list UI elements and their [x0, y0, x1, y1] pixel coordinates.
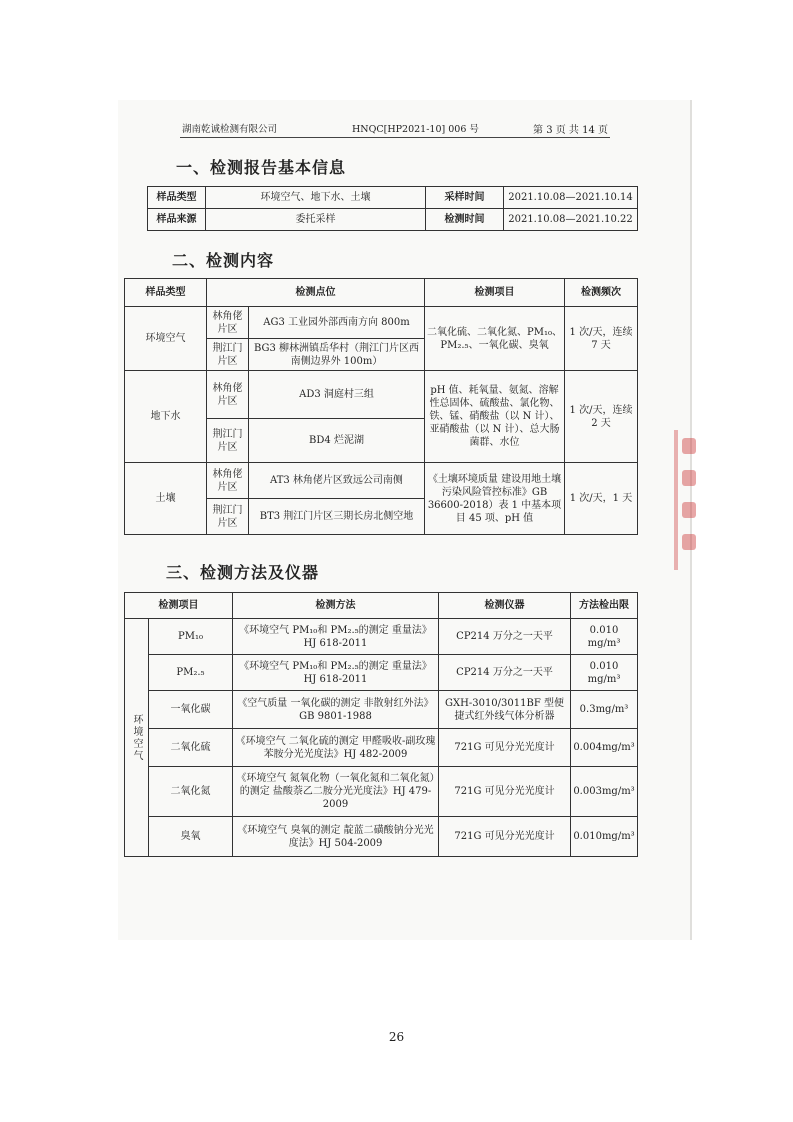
col-method: 检测方法: [233, 593, 439, 619]
method: 《环境空气 氮氧化物（一氧化氮和二氧化氮）的测定 盐酸萘乙二胺分光光度法》HJ 479-2009: [233, 767, 439, 817]
table-row: [125, 463, 638, 499]
freq-soil: 1 次/天，1 天: [565, 463, 638, 535]
section3-title: 三、检测方法及仪器: [166, 563, 320, 582]
method: 《环境空气 臭氧的测定 靛蓝二磺酸钠分光光度法》HJ 504-2009: [233, 817, 439, 857]
table-row: [125, 307, 638, 339]
limit: 0.004mg/m³: [571, 729, 638, 767]
area: 林角佬片区: [207, 307, 249, 339]
point: AG3 工业园外部西南方向 800m: [249, 307, 425, 339]
col-test-item: 检测项目: [125, 593, 233, 619]
table-row: [148, 209, 638, 231]
point: BD4 烂泥湖: [249, 419, 425, 463]
area: 荆江门片区: [207, 339, 249, 371]
basic-info-table: [147, 186, 638, 231]
label-sample-type: 样品类型: [148, 187, 206, 209]
instrument: CP214 万分之一天平: [439, 655, 571, 691]
point: AT3 林角佬片区致远公司南侧: [249, 463, 425, 499]
value-sample-source: 委托采样: [206, 209, 426, 231]
type-air: 环境空气: [125, 307, 207, 371]
item: 二氧化硫: [149, 729, 233, 767]
limit: 0.003mg/m³: [571, 767, 638, 817]
report-number: HNQC[HP2021-10] 006 号: [352, 124, 479, 135]
table-row: [125, 767, 638, 817]
limit: 0.010mg/m³: [571, 817, 638, 857]
label-testing-time: 检测时间: [426, 209, 504, 231]
items-groundwater: pH 值、耗氧量、氨氮、溶解性总固体、硫酸盐、氯化物、铁、锰、硝酸盐（以 N 计）、亚硝酸盐（以 N 计）、总大肠菌群、水位: [425, 371, 565, 463]
red-seal-stamp: [674, 430, 696, 570]
col-test-point: 检测点位: [207, 279, 425, 307]
test-content-table: [124, 278, 638, 535]
area: 林角佬片区: [207, 463, 249, 499]
table-header-row: [125, 279, 638, 307]
item: PM₂.₅: [149, 655, 233, 691]
section2-title: 二、检测内容: [172, 251, 275, 270]
point: BG3 柳林洲镇岳华村（荆江门片区西南侧边界外 100m）: [249, 339, 425, 371]
col-sample-type: 样品类型: [125, 279, 207, 307]
category-air: 环境空气: [125, 619, 149, 857]
area: 荆江门片区: [207, 499, 249, 535]
limit: 0.3mg/m³: [571, 691, 638, 729]
label-sample-source: 样品来源: [148, 209, 206, 231]
table-row: [125, 371, 638, 419]
instrument: 721G 可见分光光度计: [439, 817, 571, 857]
table-row: [148, 187, 638, 209]
item: PM₁₀: [149, 619, 233, 655]
item: 一氧化碳: [149, 691, 233, 729]
company-name: 湖南乾诚检测有限公司: [182, 124, 278, 135]
label-sampling-time: 采样时间: [426, 187, 504, 209]
type-groundwater: 地下水: [125, 371, 207, 463]
table-row: [125, 729, 638, 767]
table-row: [125, 619, 638, 655]
method: 《环境空气 PM₁₀和 PM₂.₅的测定 重量法》HJ 618-2011: [233, 619, 439, 655]
table-row: [125, 655, 638, 691]
instrument: GXH-3010/3011BF 型便捷式红外线气体分析器: [439, 691, 571, 729]
freq-groundwater: 1 次/天，连续 2 天: [565, 371, 638, 463]
method: 《环境空气 二氧化硫的测定 甲醛吸收-副玫瑰苯胺分光光度法》HJ 482-2009: [233, 729, 439, 767]
point: AD3 洞庭村三组: [249, 371, 425, 419]
method-instrument-table: [124, 592, 638, 857]
page-header: [180, 116, 610, 138]
area: 荆江门片区: [207, 419, 249, 463]
point: BT3 荆江门片区三期长房北侧空地: [249, 499, 425, 535]
col-instrument: 检测仪器: [439, 593, 571, 619]
items-soil: 《土壤环境质量 建设用地土壤污染风险管控标准》GB 36600-2018）表 1 中基本项目 45 项、pH 值: [425, 463, 565, 535]
type-soil: 土壤: [125, 463, 207, 535]
table-row: [125, 691, 638, 729]
instrument: 721G 可见分光光度计: [439, 729, 571, 767]
method: 《环境空气 PM₁₀和 PM₂.₅的测定 重量法》HJ 618-2011: [233, 655, 439, 691]
method: 《空气质量 一氧化碳的测定 非散射红外法》GB 9801-1988: [233, 691, 439, 729]
instrument: CP214 万分之一天平: [439, 619, 571, 655]
item: 臭氧: [149, 817, 233, 857]
value-sampling-time: 2021.10.08—2021.10.14: [504, 187, 638, 209]
col-test-items: 检测项目: [425, 279, 565, 307]
table-header-row: [125, 593, 638, 619]
value-sample-type: 环境空气、地下水、土壤: [206, 187, 426, 209]
instrument: 721G 可见分光光度计: [439, 767, 571, 817]
col-detection-limit: 方法检出限: [571, 593, 638, 619]
page-indicator: 第 3 页 共 14 页: [533, 125, 608, 136]
freq-air: 1 次/天，连续 7 天: [565, 307, 638, 371]
limit: 0.010 mg/m³: [571, 619, 638, 655]
item: 二氧化氮: [149, 767, 233, 817]
table-row: [125, 817, 638, 857]
limit: 0.010 mg/m³: [571, 655, 638, 691]
area: 林角佬片区: [207, 371, 249, 419]
value-testing-time: 2021.10.08—2021.10.22: [504, 209, 638, 231]
page-number: 26: [388, 1030, 405, 1044]
col-frequency: 检测频次: [565, 279, 638, 307]
items-air: 二氧化硫、二氧化氮、PM₁₀、PM₂.₅、一氧化碳、臭氧: [425, 307, 565, 371]
section1-title: 一、检测报告基本信息: [176, 158, 347, 177]
